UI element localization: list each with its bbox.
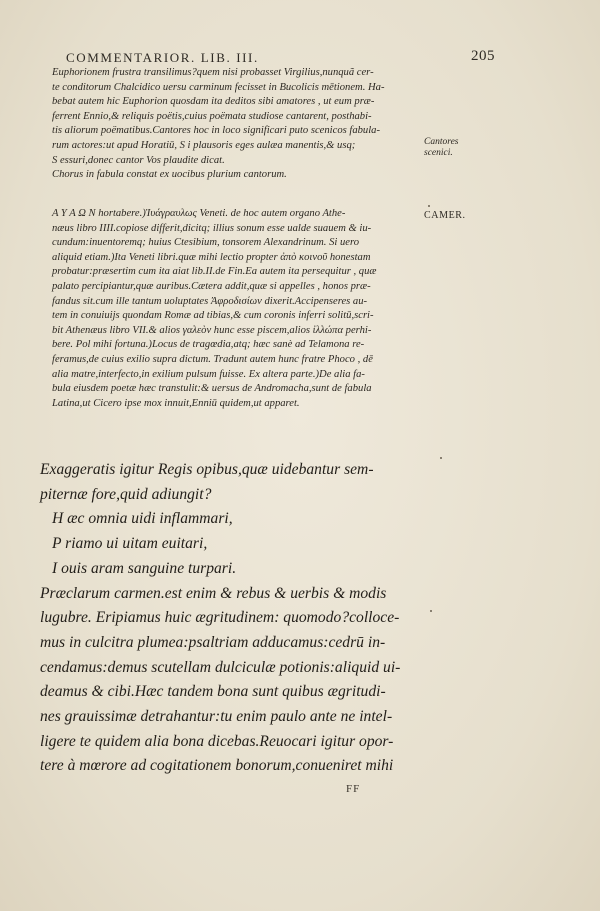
commentary-line: te conditorum Chalcidico uersu carminum fecisset in Bucolicis mētionem. Ha-: [52, 81, 385, 93]
margin-speck: [440, 457, 442, 459]
commentary-line: S essuri,donec cantor Vos plaudite dicat.: [52, 154, 225, 166]
commentary-line: probatur:præsertim cum ita aiat lib.II.de Fin.Ea autem ita persequitur , quæ: [52, 266, 377, 278]
commentary-line: bebat autem hic Euphorion quosdam ita deditos sibi amatores , ut eum præ-: [52, 96, 375, 108]
commentary-line: bere. Pol mihi fortuna.)Locus de tragœdia,atq; hæc sanè ad Telamona re-: [52, 339, 365, 351]
commentary-line: alia matre,interfecto,in exilium pulsum fuisse. Ex altera parte.)De alia fa-: [52, 368, 365, 380]
commentary-line: feramus,de cuius exilio supra dictum. Tradunt autem hunc fratre Phoco , dē: [52, 353, 373, 365]
verse-line: I ouis aram sanguine turpari.: [52, 559, 237, 577]
main-line: piternæ fore,quid adiungit?: [40, 485, 212, 503]
commentary-line: cundum:inuentoremq; huius Ctesibium, tonsorem Alexandrinum. Si uero: [52, 237, 359, 249]
commentary-line: ferrent Ennio,& reliquis poëtis,cuius poëmata studiose cantarent, posthabi-: [52, 110, 372, 122]
commentary-line: A Y A Ω N hortabere.)Ἰυάγραυλως Veneti. de hoc autem organo Athe-: [52, 208, 346, 219]
commentary-line: rum actores:ut apud Horatiū, S i plausoris eges aulæa manentis,& usq;: [52, 139, 356, 151]
commentary-line: Euphorionem frustra transilimus?quem nisi probasset Virgilius,nunquã cer-: [52, 67, 374, 78]
main-line: tere à mœrore ad cogitationem bonorum,conueniret mihi: [40, 757, 394, 775]
commentary-line: Latina,ut Cicero ipse mox innuit,Enniū quidem,ut apparet.: [52, 397, 300, 409]
commentary-block-1: [52, 66, 420, 183]
main-line: Præclarum carmen.est enim & rebus & uerbis & modis: [40, 584, 387, 602]
commentary-line: Chorus in fabula constat ex uocibus plurium cantorum.: [52, 169, 287, 181]
verse-line: H æc omnia uidi inflammari,: [52, 510, 233, 528]
commentary-line: bit Athenæus libro VII.& alios γαλεὸν hunc esse piscem,alios ἰλλώπα perhi-: [52, 324, 372, 336]
commentary-line: palato percipiantur,quæ auribus.Cætera addit,quæ si appelles , honos præ-: [52, 280, 371, 292]
running-title: COMMENTARIOR. LIB. III.: [66, 50, 259, 65]
margin-note-line: Cantores: [424, 137, 459, 147]
main-line: mus in culcitra plumea:psaltriam adducamus:cedrū in-: [40, 633, 386, 651]
main-text: [40, 458, 428, 779]
main-line: nes grauissimæ detrahantur:tu enim paulo ante ne intel-: [40, 708, 393, 726]
commentary-line: aliquid etiam.)Ita Veneti libri.quæ mihi lectio propter ἀπὸ κοινοῦ honestam: [52, 251, 371, 263]
margin-speck: [430, 610, 432, 612]
commentary-line: bula eiusdem poetæ hæc transtulit:& uersus de Andromacha,sunt de fabula: [52, 383, 372, 395]
main-line: ligere te quidem alia bona dicebas.Reuocari igitur opor-: [40, 732, 394, 750]
commentary-line: næus libro IIII.copiose differit,dicitq; illius sonum esse ualde suauem & iu-: [52, 222, 372, 234]
main-line: cendamus:demus scutellam dulciculæ potionis:aliquid ui-: [40, 658, 401, 676]
main-line: deamus & cibi.Hæc tandem bona sunt quibus ægritudi-: [40, 683, 386, 701]
commentary-line: tem in conuiuijs quondam Romæ ad tibias,& cum coronis inferri solitū,scri-: [52, 310, 374, 322]
commentary-block-2: [52, 207, 420, 411]
main-line: Exaggeratis igitur Regis opibus,quæ uidebantur sem-: [40, 461, 374, 478]
margin-note-line: scenici.: [424, 148, 453, 158]
page-number: 205: [471, 48, 495, 64]
margin-note-camera: CAMER.: [424, 210, 466, 221]
verse-line: P riamo ui uitam euitari,: [52, 535, 208, 553]
margin-speck: [428, 205, 430, 207]
commentary-line: fandus sit.cum ille tantum uoluptates Ἀφροδισίων dixerit.Accipenseres au-: [52, 295, 368, 307]
main-line: lugubre. Eripiamus huic ægritudinem: quomodo?colloce-: [40, 609, 400, 627]
commentary-line: tis aliorum poëmatibus.Cantores hoc in loco significari puto scenicos fabula-: [52, 125, 380, 137]
signature-mark: FF: [346, 783, 361, 795]
margin-note-cantores: [424, 137, 458, 159]
